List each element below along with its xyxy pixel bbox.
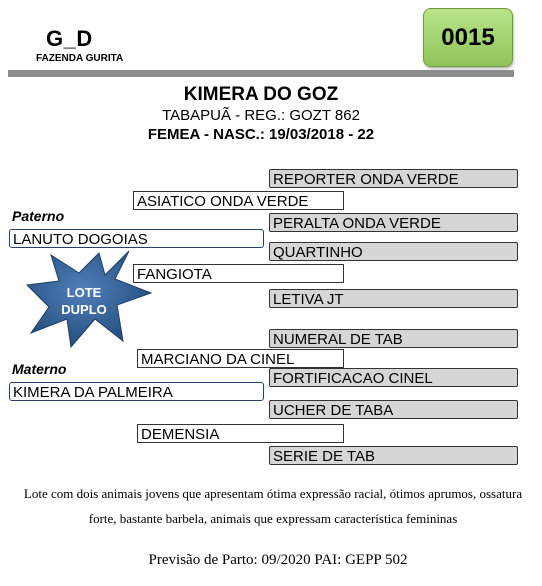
- header-divider: [8, 70, 514, 77]
- lot-number-badge: 0015: [423, 8, 513, 67]
- pedigree-sire: LANUTO DOGOIAS: [9, 229, 264, 248]
- pedigree-sire-dam: FANGIOTA: [133, 264, 344, 283]
- lote-duplo-text: [25, 284, 143, 318]
- pedigree-sire-dam-dam: LETIVA JT: [269, 289, 518, 308]
- calving-forecast: Previsão de Parto: 09/2020 PAI: GEPP 502: [148, 552, 408, 568]
- pedigree-sire-sire-sire: REPORTER ONDA VERDE: [269, 169, 518, 188]
- animal-breed-registration: TABAPUÃ - REG.: GOZT 862: [162, 107, 360, 124]
- pedigree-dam-dam: DEMENSIA: [137, 424, 344, 443]
- animal-name: KIMERA DO GOZ: [183, 84, 339, 105]
- lot-description: Lote com dois animais jovens que apresentam ótima expressão racial, ótimos aprumos, ossatura forte, bastante barbela, animais que expressam característica femininas: [23, 486, 523, 526]
- pedigree-sire-sire-dam: PERALTA ONDA VERDE: [269, 213, 518, 232]
- lote-label: LOTE: [66, 285, 102, 300]
- paternal-label: Paterno: [12, 208, 65, 224]
- farm-name: FAZENDA GURITA: [36, 53, 124, 64]
- pedigree-sire-sire: ASIATICO ONDA VERDE: [133, 191, 344, 210]
- pedigree-dam: KIMERA DA PALMEIRA: [9, 382, 264, 401]
- pedigree-dam-sire-sire: NUMERAL DE TAB: [269, 329, 518, 348]
- pedigree-sire-dam-sire: QUARTINHO: [269, 242, 518, 261]
- maternal-label: Materno: [12, 361, 67, 377]
- pedigree-dam-sire-dam: FORTIFICACAO CINEL: [269, 368, 518, 387]
- pedigree-dam-dam-dam: SERIE DE TAB: [269, 446, 518, 465]
- duplo-label: DUPLO: [61, 302, 107, 317]
- pedigree-dam-sire: MARCIANO DA CINEL: [137, 349, 344, 368]
- pedigree-dam-dam-sire: UCHER DE TABA: [269, 400, 518, 419]
- animal-sex-birth: FEMEA - NASC.: 19/03/2018 - 22: [147, 126, 375, 143]
- farm-logo-initials: G_D: [46, 26, 93, 51]
